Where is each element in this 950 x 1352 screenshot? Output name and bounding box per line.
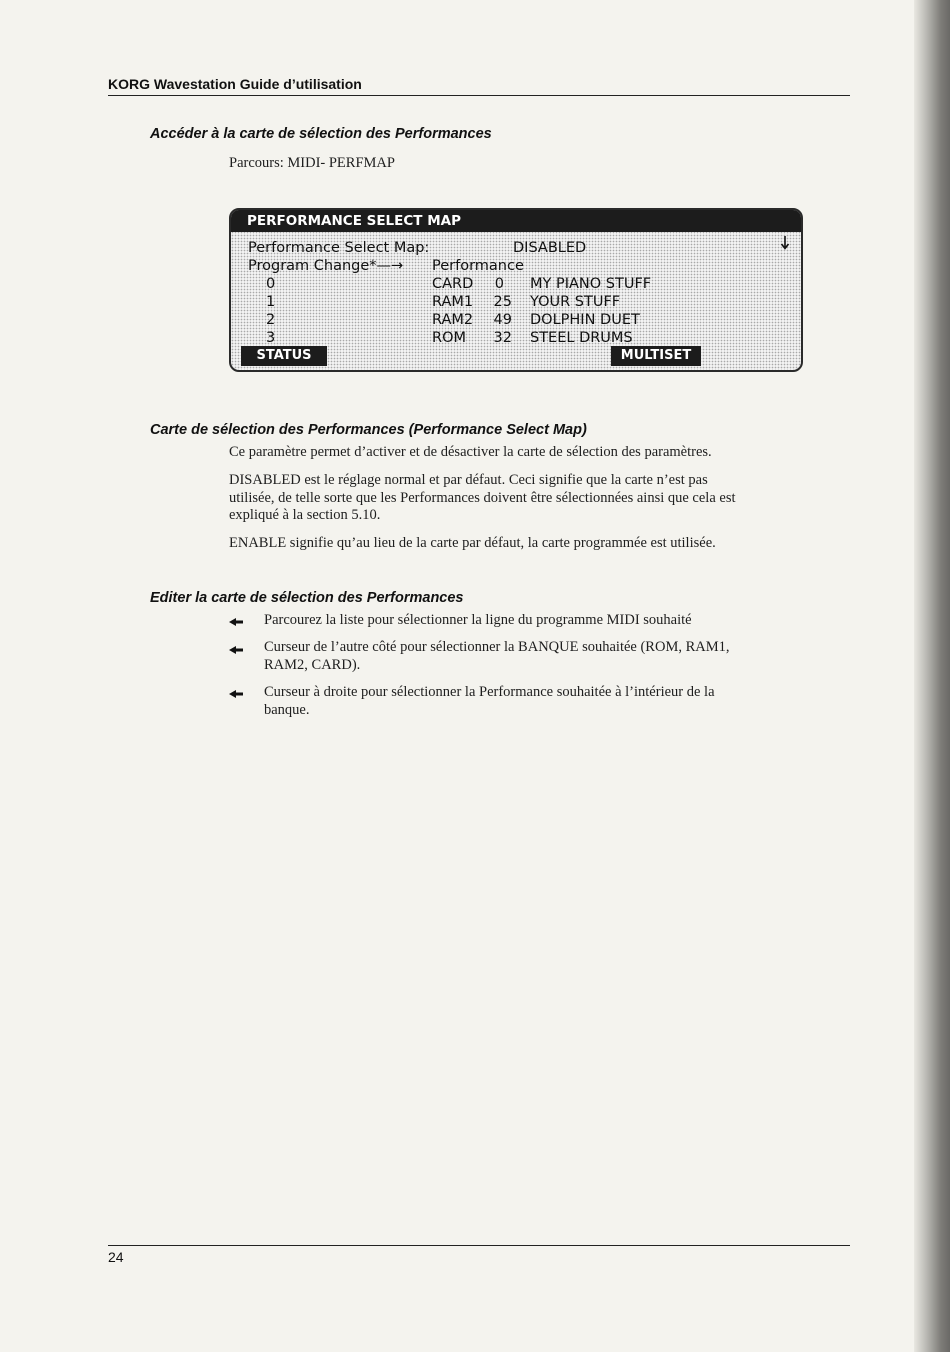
text-line: Curseur de l’autre côté pour sélectionner la BANQUE souhaitée (ROM, RAM1, bbox=[264, 639, 730, 655]
pointer-bullet-icon bbox=[229, 617, 243, 627]
text-line: RAM2, CARD). bbox=[264, 656, 361, 673]
program-number: 3 bbox=[266, 330, 276, 346]
performance-name: MY PIANO STUFF bbox=[530, 276, 652, 292]
performance-number[interactable]: 25 bbox=[493, 294, 512, 310]
bullet-item bbox=[264, 684, 715, 719]
bullet-item bbox=[264, 639, 730, 674]
bank-name[interactable]: CARD bbox=[432, 276, 474, 292]
pointer-bullet-icon bbox=[229, 645, 243, 655]
lcd-title: PERFORMANCE SELECT MAP bbox=[231, 210, 803, 232]
multiset-button[interactable]: MULTISET bbox=[611, 346, 701, 366]
text-line: utilisée, de telle sorte que les Performances doivent être sélectionnées ainsi que cela est bbox=[229, 489, 736, 506]
performance-name: DOLPHIN DUET bbox=[530, 312, 640, 328]
bank-name[interactable]: ROM bbox=[432, 330, 466, 346]
paragraph-enable: ENABLE signifie qu’au lieu de la carte par défaut, la carte programmée est utilisée. bbox=[229, 535, 716, 551]
section-heading-access: Accéder à la carte de sélection des Performances bbox=[150, 126, 492, 142]
navigation-path: Parcours: MIDI- PERFMAP bbox=[229, 155, 395, 171]
paragraph-purpose: Ce paramètre permet d’activer et de désactiver la carte de sélection des paramètres. bbox=[229, 444, 712, 460]
footer-rule bbox=[108, 1245, 850, 1246]
text-line: banque. bbox=[264, 701, 310, 718]
text-line: expliqué à la section 5.10. bbox=[229, 507, 381, 523]
text-line: Parcourez la liste pour sélectionner la ligne du programme MIDI souhaité bbox=[264, 612, 692, 628]
running-header: KORG Wavestation Guide d’utilisation bbox=[108, 76, 362, 92]
program-number: 1 bbox=[266, 294, 276, 310]
program-change-label: Program Change*—→ bbox=[248, 258, 404, 274]
header-rule bbox=[108, 95, 850, 96]
program-number: 0 bbox=[266, 276, 276, 292]
bank-name[interactable]: RAM1 bbox=[432, 294, 474, 310]
performance-name: STEEL DRUMS bbox=[530, 330, 633, 346]
status-button[interactable]: STATUS bbox=[241, 346, 327, 366]
scroll-down-icon bbox=[779, 234, 791, 252]
program-number: 2 bbox=[266, 312, 276, 328]
bank-name[interactable]: RAM2 bbox=[432, 312, 474, 328]
performance-number[interactable]: 49 bbox=[493, 312, 512, 328]
page-number: 24 bbox=[108, 1249, 124, 1265]
text-line: Curseur à droite pour sélectionner la Performance souhaitée à l’intérieur de la bbox=[264, 684, 715, 700]
select-map-value[interactable]: DISABLED bbox=[513, 240, 587, 256]
bullet-item bbox=[264, 612, 692, 630]
section-heading-map: Carte de sélection des Performances (Performance Select Map) bbox=[150, 422, 587, 438]
pointer-bullet-icon bbox=[229, 689, 243, 699]
performance-name: YOUR STUFF bbox=[530, 294, 621, 310]
performance-number[interactable]: 32 bbox=[493, 330, 512, 346]
section-heading-edit: Editer la carte de sélection des Performances bbox=[150, 590, 464, 606]
paragraph-disabled bbox=[229, 472, 736, 525]
text-line: DISABLED est le réglage normal et par défaut. Ceci signifie que la carte n’est pas bbox=[229, 472, 708, 488]
performance-column-label: Performance bbox=[432, 258, 524, 274]
lcd-screen bbox=[229, 208, 803, 372]
page-binding-shadow bbox=[914, 0, 950, 1352]
select-map-label: Performance Select Map: bbox=[248, 240, 430, 256]
performance-number[interactable]: 0 bbox=[494, 276, 504, 292]
